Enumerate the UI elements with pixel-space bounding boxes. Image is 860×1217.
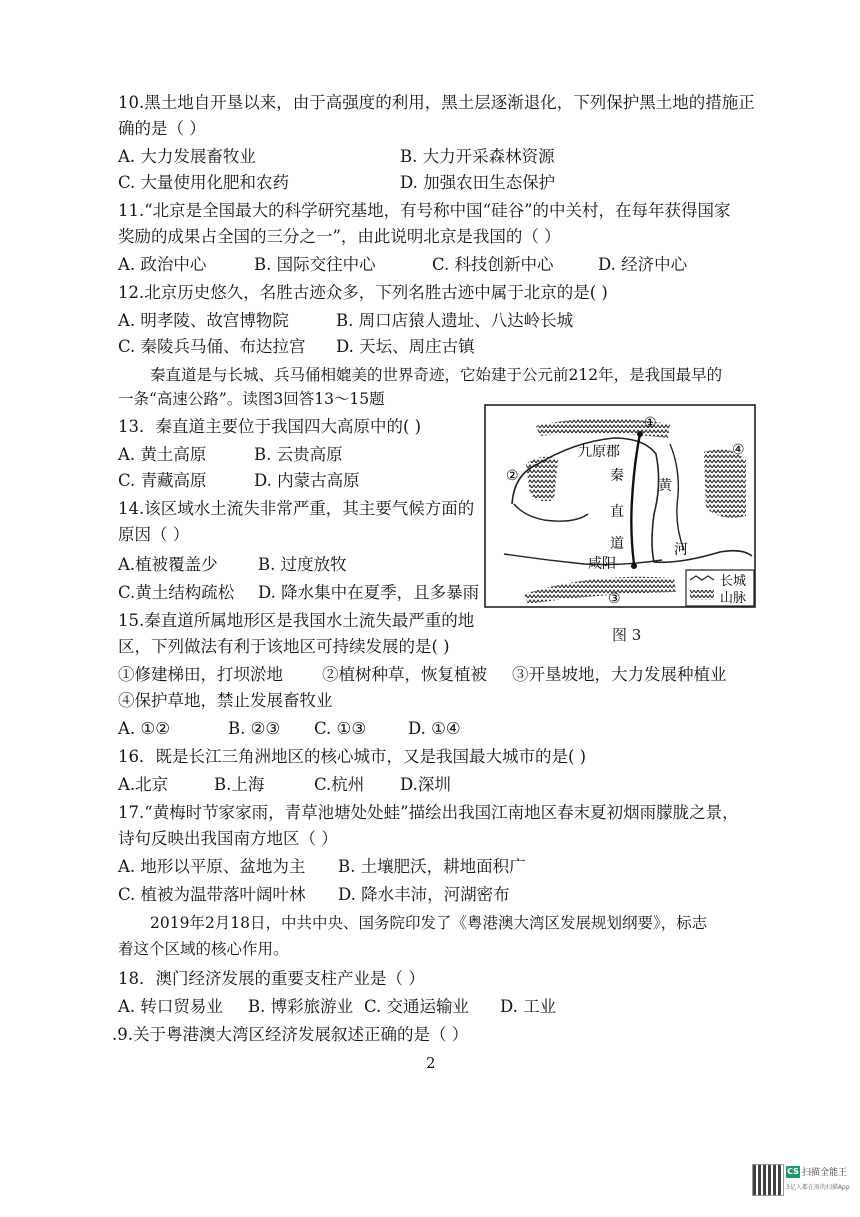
label-he: 河	[674, 542, 688, 558]
q15-option-b: B. ②③	[228, 719, 281, 738]
q10-option-a: A. 大力发展畜牧业	[118, 147, 256, 166]
label-jiuyuan: 九原郡	[578, 444, 620, 460]
q16-option-b: B.上海	[214, 775, 265, 794]
q18-option-b: B. 博彩旅游业	[248, 997, 354, 1016]
q13-stem: 13．秦直道主要位于我国四大高原中的( )	[118, 417, 422, 436]
q16-option-d: D.深圳	[400, 775, 451, 794]
q17-option-b: B. 土壤肥沃，耕地面积广	[338, 857, 526, 876]
figure-caption: 图 3	[612, 626, 642, 644]
q14-option-c: C.黄土结构疏松	[118, 583, 235, 602]
q10-stem-2: 确的是（ ）	[118, 119, 206, 138]
passage-qinzhidao-2: 一条“高速公路”。读图3回答13～15题	[118, 390, 385, 408]
q12-option-c: C. 秦陵兵马俑、布达拉宫	[118, 337, 306, 356]
q13-option-b: B. 云贵高原	[254, 445, 343, 464]
q11-option-a: A. 政治中心	[118, 255, 207, 274]
q12-option-b: B. 周口店猿人遗址、八达岭长城	[336, 311, 574, 330]
qr-code-icon	[752, 1164, 784, 1196]
q18-option-c: C. 交通运输业	[364, 997, 470, 1016]
q12-option-a: A. 明孝陵、故宫博物院	[118, 311, 289, 330]
q18-stem: 18．澳门经济发展的重要支柱产业是（ ）	[118, 969, 425, 988]
q15-stem-2: 区，下列做法有利于该地区可持续发展的是( )	[118, 637, 450, 656]
q14-option-b: B. 过度放牧	[258, 555, 347, 574]
q15-statement-4: ④保护草地，禁止发展畜牧业	[118, 691, 333, 710]
q14-option-d: D. 降水集中在夏季，且多暴雨	[258, 583, 480, 602]
passage-qinzhidao-1: 秦直道是与长城、兵马俑相媲美的世界奇迹，它始建于公元前212年，是我国最早的	[150, 366, 723, 384]
q14-stem-1: 14.该区域水土流失非常严重，其主要气候方面的	[118, 499, 475, 518]
passage-gba-1: 2019年2月18日，中共中央、国务院印发了《粤港澳大湾区发展规划纲要》，标志	[150, 914, 708, 932]
q11-option-c: C. 科技创新中心	[432, 255, 554, 274]
q17-option-d: D. 降水丰沛，河湖密布	[338, 885, 510, 904]
q15-stem-1: 15.秦直道所属地形区是我国水土流失最严重的地	[118, 611, 475, 630]
legend-great-wall-label: 长城	[720, 574, 747, 589]
label-dao: 道	[610, 536, 624, 552]
label-number-1: ①	[644, 415, 657, 431]
label-xianyang: 咸阳	[588, 556, 616, 572]
q11-option-d: D. 经济中心	[598, 255, 688, 274]
q12-stem: 12.北京历史悠久，名胜古迹众多，下列名胜古迹中属于北京的是( )	[118, 283, 608, 302]
label-number-2: ②	[506, 468, 519, 484]
q10-option-c: C. 大量使用化肥和农药	[118, 173, 290, 192]
q19-stem: .9.关于粤港澳大湾区经济发展叙述正确的是（ ）	[112, 1025, 469, 1044]
q15-statement-2: ②植树种草，恢复植被	[322, 665, 487, 684]
q17-stem-2: 诗句反映出我国南方地区（ ）	[118, 829, 338, 848]
legend-mountain-icon	[690, 590, 714, 600]
mountain-range-2	[526, 457, 558, 501]
q15-option-c: C. ①③	[314, 719, 367, 738]
q10-stem-1: 10.黑土地自开垦以来，由于高强度的利用，黑土层逐渐退化，下列保护黑土地的措施正	[118, 93, 755, 112]
passage-gba-2: 着这个区域的核心作用。	[118, 940, 289, 958]
camscanner-logo-icon: CS	[787, 1167, 799, 1176]
q12-option-d: D. 天坛、周庄古镇	[336, 337, 475, 356]
q10-option-d: D. 加强农田生态保护	[400, 173, 556, 192]
label-number-3: ③	[608, 591, 621, 607]
scanner-watermark	[752, 1164, 848, 1198]
legend-mountain-label: 山脉	[720, 591, 747, 606]
q16-stem: 16．既是长江三角洲地区的核心城市，又是我国最大城市的是( )	[118, 747, 587, 766]
q18-option-a: A. 转口贸易业	[118, 997, 223, 1016]
q16-option-c: C.杭州	[314, 775, 365, 794]
jiuyuan-marker	[637, 431, 643, 437]
q11-option-b: B. 国际交往中心	[254, 255, 376, 274]
page-number: 2	[426, 1054, 436, 1072]
q13-option-a: A. 黄土高原	[118, 445, 207, 464]
q13-option-c: C. 青藏高原	[118, 471, 207, 490]
scanner-app-tagline: 3亿人都在用的扫描App	[786, 1184, 850, 1191]
q13-option-d: D. 内蒙古高原	[254, 471, 360, 490]
q14-stem-2: 原因（ ）	[118, 525, 190, 544]
q15-statement-1: ①修建梯田，打坝淤地	[118, 665, 283, 684]
q18-option-d: D. 工业	[500, 997, 557, 1016]
scanner-app-name: 扫描全能王	[802, 1168, 848, 1178]
figure-3-map	[484, 404, 756, 608]
q17-option-a: A. 地形以平原、盆地为主	[118, 857, 306, 876]
q17-option-c: C. 植被为温带落叶阔叶林	[118, 885, 306, 904]
label-number-4: ④	[732, 442, 745, 458]
mountain-range-4	[704, 449, 746, 517]
q15-option-a: A. ①②	[118, 719, 170, 738]
label-zhi: 直	[610, 504, 624, 520]
q15-statement-3: ③开垦坡地，大力发展种植业	[512, 665, 727, 684]
q16-option-a: A.北京	[118, 775, 169, 794]
q11-stem-2: 奖励的成果占全国的三分之一”，由此说明北京是我国的（ ）	[118, 227, 561, 246]
label-qin: 秦	[610, 468, 624, 484]
q10-option-b: B. 大力开采森林资源	[400, 147, 555, 166]
q14-option-a: A.植被覆盖少	[118, 555, 218, 574]
q17-stem-1: 17.“黄梅时节家家雨，青草池塘处处蛙”描绘出我国江南地区春末夏初烟雨朦胧之景，	[118, 803, 739, 822]
q15-option-d: D. ①④	[408, 719, 461, 738]
q11-stem-1: 11.“北京是全国最大的科学研究基地，有号称中国“硅谷”的中关村，在每年获得国家	[118, 201, 731, 220]
label-huang: 黄	[658, 478, 672, 494]
xianyang-marker	[631, 563, 637, 569]
